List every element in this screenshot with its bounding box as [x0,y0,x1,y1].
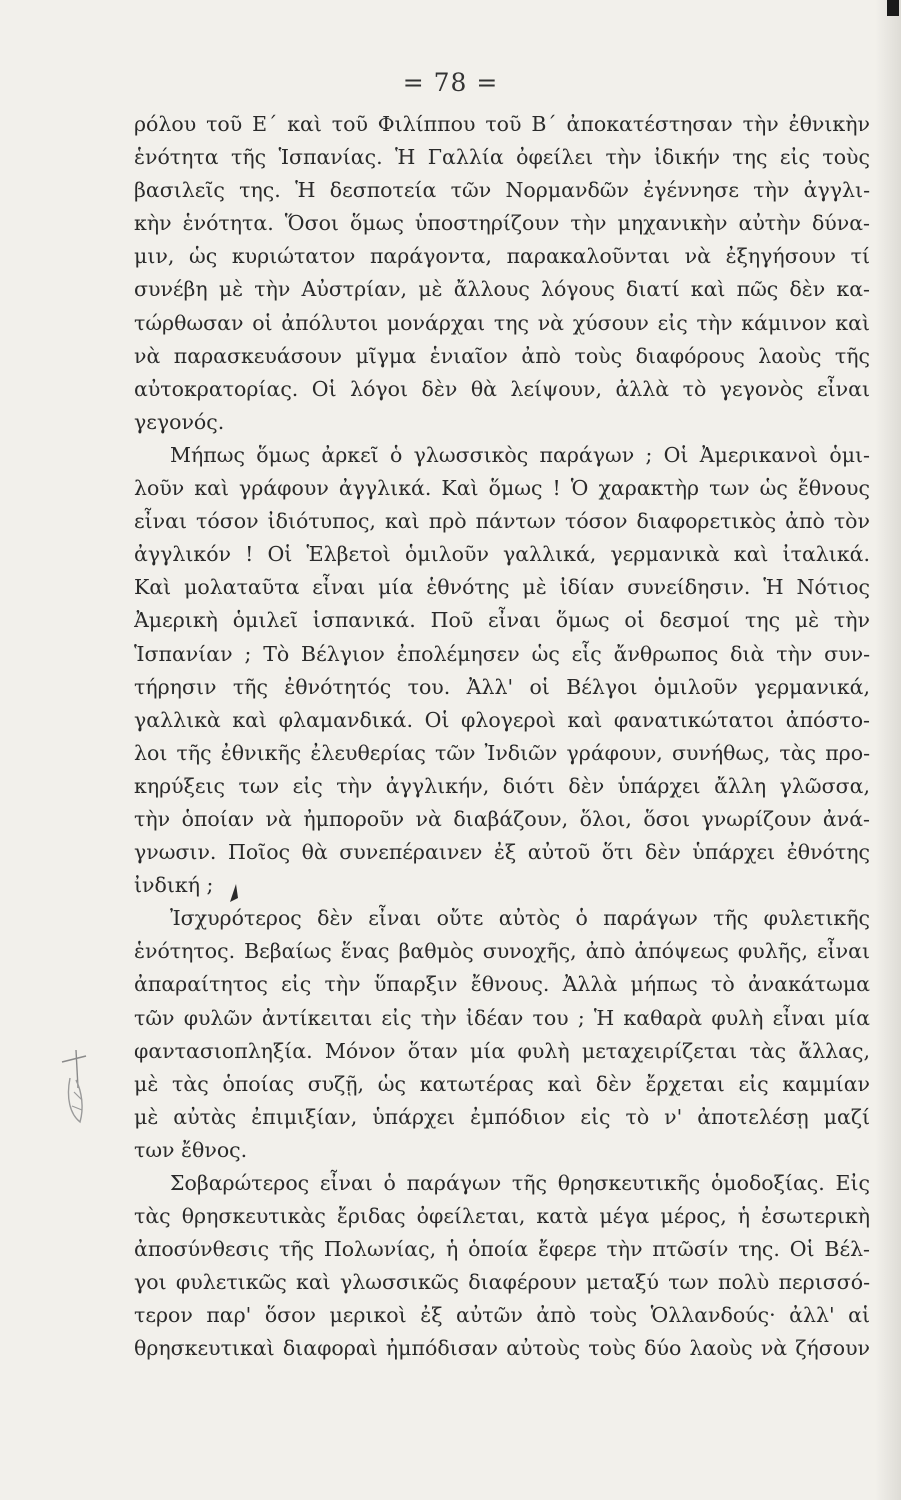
text-line: τὴν ὁποίαν νὰ ἠμποροῦν νὰ διαβάζουν, ὅλοι, ὅσοι γνωρίζουν ἀνά- [134,806,870,831]
text-line: νὰ παρασκευάσουν μῖγμα ἑνιαῖον ἀπὸ τοὺς διαφόρους λαοὺς τῆς [134,343,870,368]
text-line: γαλλικὰ καὶ φλαμανδικά. Οἱ φλογεροὶ καὶ φανατικώτατοι ἀπόστο- [134,707,870,732]
scan-corner-mark [887,0,899,16]
text-line: τερον παρ' ὅσον μερικοὶ ἐξ αὐτῶν ἀπὸ τοὺς Ὁλλανδούς· ἀλλ' αἱ [134,1303,870,1328]
text-line: φαντασιοπληξία. Μόνον ὅταν μία φυλὴ μεταχειρίζεται τὰς ἄλλας, [134,1038,870,1063]
text-line: θρησκευτικαὶ διαφοραὶ ἠμπόδισαν αὐτοὺς τοὺς δύο λαοὺς νὰ ζήσουν [134,1336,870,1361]
text-line: ἑνότητος. Βεβαίως ἕνας βαθμὸς συνοχῆς, ἀπὸ ἀπόψεως φυλῆς, εἶναι [134,939,870,964]
text-line: λοῦν καὶ γράφουν ἀγγλικά. Καὶ ὅμως ! Ὁ χαρακτὴρ των ὡς ἔθνους [134,476,870,501]
text-line: Σοβαρώτερος εἶναι ὁ παράγων τῆς θρησκευτικῆς ὁμοδοξίας. Εἰς [170,1171,870,1195]
ink-mark-icon [226,882,242,904]
text-line: μὲ τὰς ὁποίας συζῇ, ὡς κατωτέρας καὶ δὲν ἔρχεται εἰς καμμίαν [134,1071,870,1096]
text-line: βασιλεῖς της. Ἡ δεσποτεία τῶν Νορμανδῶν ἐγέννησε τὴν ἀγγλι- [134,178,870,203]
text-line: γοι φυλετικῶς καὶ γλωσσικῶς διαφέρουν μεταξύ των πολὺ περισσό- [134,1270,870,1295]
text-line: ἀγγλικόν ! Οἱ Ἑλβετοὶ ὁμιλοῦν γαλλικά, γερμανικὰ καὶ ἰταλικά. [134,542,870,567]
body-text [134,108,870,1366]
text-line: γνωσιν. Ποῖος θὰ συνεπέραινεν ἐξ αὐτοῦ ὅτι δὲν ὑπάρχει ἐθνότης [134,840,870,865]
text-line: μὲ αὐτὰς ἐπιμιξίαν, ὑπάρχει ἐμπόδιον εἰς τὸ ν' ἀποτελέσῃ μαζί [134,1104,870,1129]
text-line: Μήπως ὅμως ἀρκεῖ ὁ γλωσσικὸς παράγων ; Οἱ Ἀμερικανοὶ ὁμι- [170,442,870,467]
page-edge [875,0,901,1500]
text-line: τήρησιν τῆς ἐθνότητός του. Ἀλλ' οἱ Βέλγοι ὁμιλοῦν γερμανικά, [134,674,870,699]
text-line: ἀποσύνθεσις τῆς Πολωνίας, ἡ ὁποία ἔφερε τὴν πτῶσίν της. Οἱ Βέλ- [134,1237,870,1262]
text-line: ἰνδική ; [134,873,214,898]
handwritten-margin-mark-icon [58,1048,98,1128]
text-line: ρόλου τοῦ Ε΄ καὶ τοῦ Φιλίππου τοῦ Β΄ ἀποκατέστησαν τὴν ἐθνικὴν [134,112,870,136]
text-line: Καὶ μολαταῦτα εἶναι μία ἑθνότης μὲ ἰδίαν συνείδησιν. Ἡ Νότιος [134,575,870,600]
text-line: τὰς θρησκευτικὰς ἔριδας ὀφείλεται, κατὰ μέγα μέρος, ἡ ἐσωτερικὴ [134,1204,870,1229]
text-line: τῶν φυλῶν ἀντίκειται εἰς τὴν ἰδέαν του ; Ἡ καθαρὰ φυλὴ εἶναι μία [134,1005,870,1030]
text-line: ἀπαραίτητος εἰς τὴν ὕπαρξιν ἔθνους. Ἀλλὰ μήπως τὸ ἀνακάτωμα [134,972,870,997]
text-line: κὴν ἑνότητα. Ὅσοι ὅμως ὑποστηρίζουν τὴν μηχανικὴν αὐτὴν δύνα- [134,211,870,236]
text-line: Ἀμερικὴ ὁμιλεῖ ἱσπανικά. Ποῦ εἶναι ὅμως οἱ δεσμοί της μὲ τὴν [134,608,870,633]
text-line: μιν, ὡς κυριώτατον παράγοντα, παρακαλοῦνται νὰ ἐξηγήσουν τί [134,244,870,269]
text-line: Ἰσχυρότερος δὲν εἶναι οὔτε αὐτὸς ὁ παράγων τῆς φυλετικῆς [170,906,870,931]
text-line: εἶναι τόσον ἰδιότυπος, καὶ πρὸ πάντων τόσον διαφορετικὸς ἀπὸ τὸν [134,509,870,534]
text-line: λοι τῆς ἐθνικῆς ἐλευθερίας τῶν Ἰνδιῶν γράφουν, συνήθως, τὰς προ- [134,740,870,765]
text-line: των ἔθνος. [134,1137,248,1162]
text-line: γεγονός. [134,409,225,434]
text-line: τώρθωσαν οἱ ἀπόλυτοι μονάρχαι της νὰ χύσουν εἰς τὴν κάμινον καὶ [134,310,870,335]
text-line: συνέβη μὲ τὴν Αὐστρίαν, μὲ ἄλλους λόγους διατί καὶ πῶς δὲν κα- [134,277,870,302]
text-line: Ἱσπανίαν ; Τὸ Βέλγιον ἐπολέμησεν ὡς εἷς ἄνθρωπος διὰ τὴν συν- [134,641,870,666]
text-line: ἑνότητα τῆς Ἱσπανίας. Ἡ Γαλλία ὀφείλει τὴν ἰδικήν της εἰς τοὺς [134,145,870,170]
page-number: = 78 = [402,68,499,97]
text-line: κηρύξεις των εἰς τὴν ἀγγλικήν, διότι δὲν ὑπάρχει ἄλλη γλῶσσα, [134,773,870,798]
text-line: αὐτοκρατορίας. Οἱ λόγοι δὲν θὰ λείψουν, ἀλλὰ τὸ γεγονὸς εἶναι [134,376,870,401]
